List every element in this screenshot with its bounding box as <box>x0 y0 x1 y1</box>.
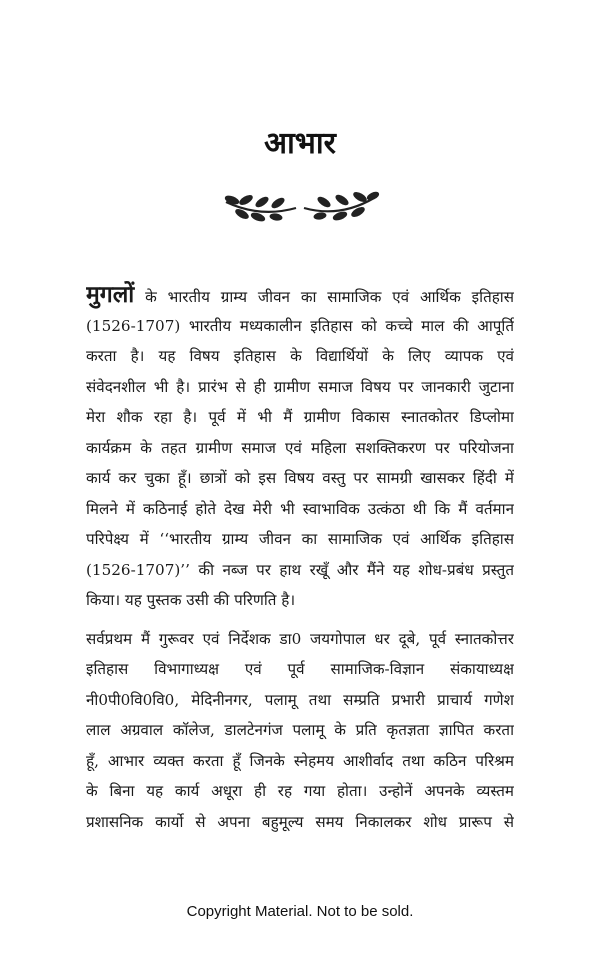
page-title: आभार <box>264 126 336 161</box>
paragraph-2 <box>86 624 514 838</box>
text-line: प्रशासनिक कार्यो से अपना बहुमूल्य समय निकालकर शोध प्रारूप से <box>86 812 514 831</box>
text-line: (1526-1707)’’ की नब्ज पर हाथ रखूँ और मैंने यह शोध-प्रबंध प्रस्तुत <box>86 560 514 579</box>
text-line: इतिहास विभागाध्यक्ष एवं पूर्व सामाजिक-विज्ञान संकायाध्यक्ष <box>86 660 514 678</box>
text-line: के बिना यह कार्य अधूरा ही रह गया होता। उन्होनें अपनके व्यस्तम <box>86 782 514 800</box>
text-line: हूँ, आभार व्यक्त करता हूँ जिनके स्नेहमय आशीर्वाद तथा कठिन परिश्रम <box>86 751 514 770</box>
text-line: कार्य कर चुका हूँ। छात्रों को इस विषय वस्तु पर सामग्री खासकर हिंदी में <box>86 469 514 487</box>
lead-word: मुगलों <box>86 281 135 308</box>
text-line: कार्यक्रम के तहत ग्रामीण समाज एवं महिला सशक्तिकरण पर परियोजना <box>86 438 514 457</box>
text-line: मेरा शौक रहा है। पूर्व में भी मैं ग्रामीण विकास स्नातकोतर डिप्लोमा <box>86 408 514 426</box>
text-line: संवेदनशील भी है। प्रारंभ से ही ग्रामीण समाज विषय पर जानकारी जुटाना <box>86 377 514 396</box>
text-line: नी0पी0वि0वि0, मेदिनीनगर, पलामू तथा सम्प्रति प्रभारी प्राचार्य गणेश <box>86 690 514 709</box>
laurel-branches-icon <box>220 188 380 228</box>
first-line-rest: के भारतीय ग्राम्य जीवन का सामाजिक एवं आर्थिक इतिहास <box>134 288 514 306</box>
text-line <box>86 280 514 311</box>
paragraph-1 <box>86 280 514 616</box>
text-line: परिपेक्ष्य में ‘‘भारतीय ग्राम्य जीवन का सामाजिक एवं आर्थिक इतिहास <box>86 530 514 548</box>
text-line: सर्वप्रथम मैं गुरूवर एवं निर्देशक डा0 जयगोपाल धर दूबे, पूर्व स्नातकोत्तर <box>86 629 514 648</box>
acknowledgement-body <box>86 280 514 837</box>
copyright-notice: Copyright Material. Not to be sold. <box>186 903 414 920</box>
text-line: लाल अग्रवाल कॉलेज, डालटेनगंज पलामू के प्रति कृतज्ञता ज्ञापित करता <box>86 721 514 739</box>
text-line: (1526-1707) भारतीय मध्यकालीन इतिहास को कच्चे माल की आपूर्ति <box>86 316 514 335</box>
text-line: किया। यह पुस्तक उसी की परिणति है। <box>86 591 296 609</box>
text-line: करता है। यह विषय इतिहास के विद्यार्थियों के लिए व्यापक एवं <box>86 347 514 365</box>
text-line: मिलने में कठिनाई होते देख मेरी भी स्वाभाविक उत्कंठा थी कि मैं वर्तमान <box>86 499 514 518</box>
